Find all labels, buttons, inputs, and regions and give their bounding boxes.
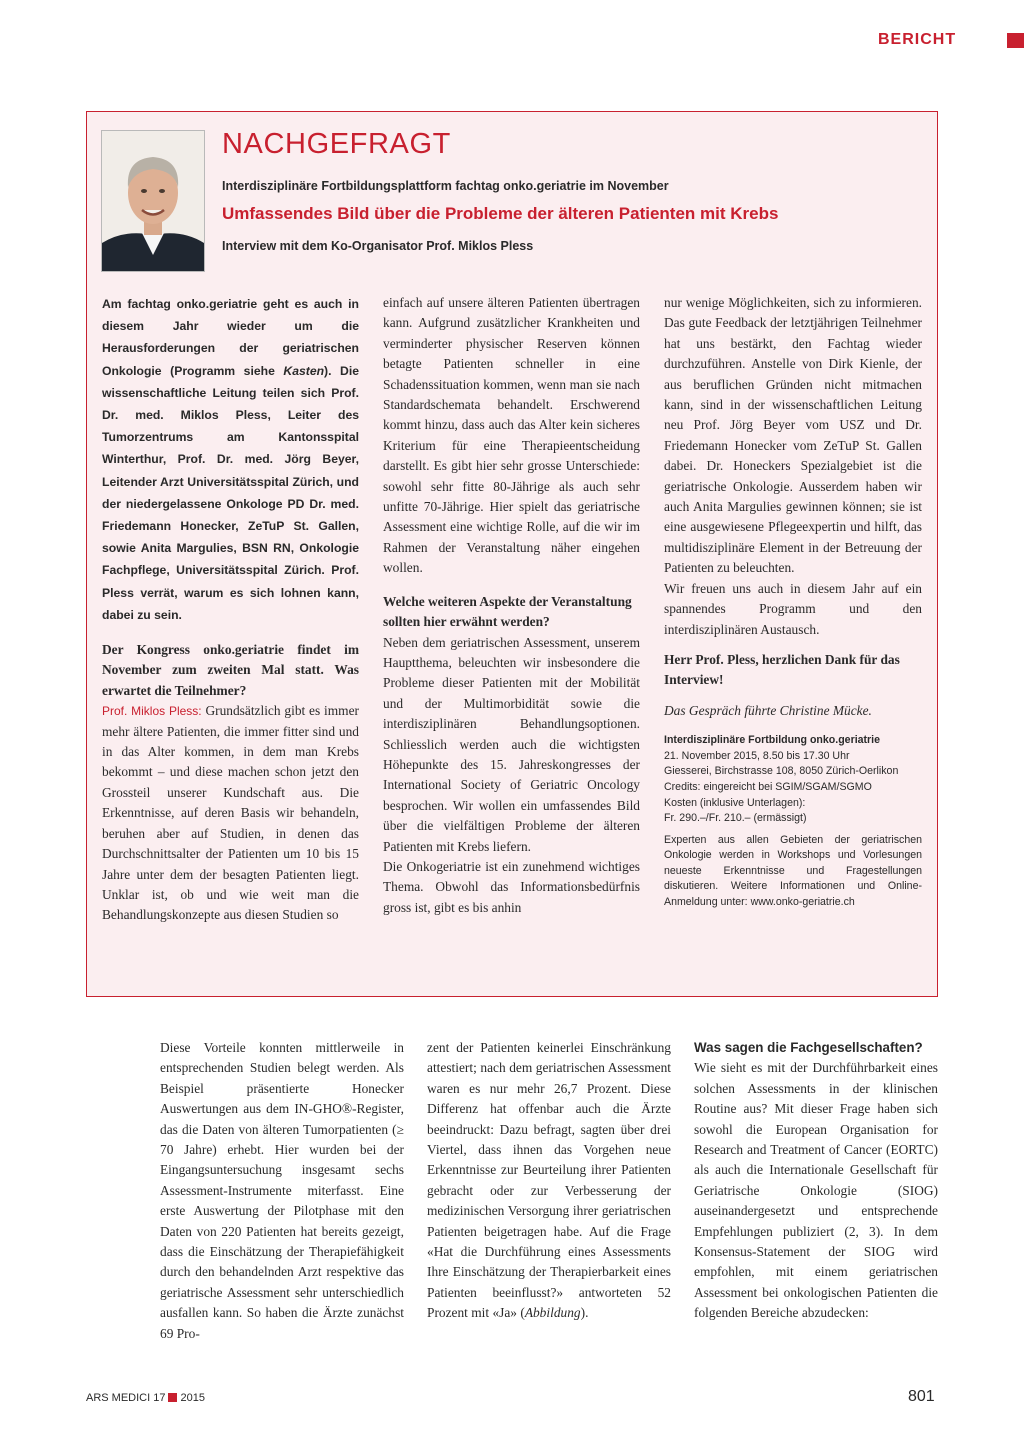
event-venue: Giesserei, Birchstrasse 108, 8050 Zürich-Oerlikon [664, 765, 899, 778]
article-text-1: Diese Vorteile konnten mittlerweile in entsprechenden Studien belegt werden. Als Beispiel präsentierte Honecker Auswertungen aus dem IN-GHO®-Register, das die Daten von älteren Tumorpatienten (≥ 70 Jahre) erhebt. Hier wurden bei der Eingangsuntersuchung insgesamt sechs Assessment-Instrumente miterfasst. Eine erste Auswertung der Pilotphase mit den Daten von 220 Patienten hat bereits gezeigt, dass die Einschätzung der Therapiefähigkeit durch den behandelnden Arzt respektive das geriatrische Assessment sehr unterschiedlich ausfallen kann. So haben die Ärzte zunächst 69 Pro- [160, 1040, 404, 1341]
event-title: Interdisziplinäre Fortbildung onko.geriatrie [664, 734, 881, 747]
event-info [664, 733, 922, 911]
answer-2-b: Die Onkogeriatrie ist ein zunehmend wichtiges Thema. Obwohl das Informationsbedürfnis gross ist, gibt es bis anhin [383, 858, 640, 915]
article-subheading: Was sagen die Fachgesellschaften? [694, 1040, 923, 1055]
answer-2-d: Wir freuen uns auch in diesem Jahr auf ein spannendes Programm und den interdisziplinären Austausch. [664, 580, 922, 637]
byline: Interview mit dem Ko-Organisator Prof. Miklos Pless [222, 239, 534, 253]
article-column-1 [160, 1038, 404, 1344]
section-marker [1007, 33, 1024, 48]
event-description: Experten aus allen Gebieten der geriatrischen Onkologie werden in Workshops und Vorlesungen neueste Erkenntnisse und Fragestellungen diskutieren. Weitere Informationen und Online-Anmeldung unter: www.onko-geriatrie.ch [664, 833, 922, 909]
section-label: BERICHT [878, 31, 957, 48]
portrait-photo [101, 130, 205, 272]
interview-column-1 [102, 293, 359, 926]
article-column-3 [694, 1038, 938, 1324]
portrait-image [102, 131, 204, 271]
interview-credit: Das Gespräch führte Christine Mücke. [664, 702, 872, 718]
event-credits: Credits: eingereicht bei SGIM/SGAM/SGMO [664, 780, 872, 793]
answer-2: Neben dem geriatrischen Assessment, unserem Hauptthema, beleuchten wir insbesondere die Probleme dieser Patienten mit der Mobilität und der Multimorbidität sowie die interdisziplinären Behandlungsoptionen. Schliesslich werden auch die wichtigsten Höhepunkte des 15. Jahreskongresses der International Society of Geriatric Oncology besprochen. Wir wollen ein umfassendes Bild über die vielfältigen Probleme der älteren Patienten mit Krebs liefern. [383, 634, 640, 854]
answer-1-continued: einfach auf unsere älteren Patienten übertragen kann. Aufgrund zusätzlicher Krankheiten und verminderter physischer Reserven können betagte Patienten schneller in eine Schadenssituation kommen, wenn man sie nach Standardschemata behandelt. Erschwerend kommt hinzu, dass auch das Alter kein sicheres Kriterium für eine Therapieentscheidung darstellt. Es gibt hier sehr grosse Unterschiede: sowohl sehr fitte 80-Jährige als auch sehr unfitte 70-Jährige. Hier spielt das geriatrische Assessment eine wichtige Rolle, auf die wir im Rahmen der Veranstaltung näher eingehen wollen. [383, 295, 640, 576]
answer-2-c: nur wenige Möglichkeiten, sich zu informieren. Das gute Feedback der letztjährigen Teilnehmer hat uns bestärkt, den Fachtag wieder durchzuführen. Anstelle von Dirk Kienle, der aus beruflichen Gründen nicht mitmachen kann, sind in der wissenschaftlichen Leitung neu Prof. Jörg Beyer vom USZ und Dr. Friedemann Honecker vom ZeTuP St. Gallen dabei. Dr. Honeckers Spezialgebiet ist die geriatrische Onkologie. Ausserdem haben wir auch Anita Margulies gewinnen können; sie ist eine ausgewiesene Pflegeexpertin und hilft, das multidisziplinäre Element in der Betreuung der Patienten zu beleuchten. [664, 295, 922, 576]
interview-column-2 [383, 293, 640, 918]
interview-column-3 [664, 293, 922, 911]
kicker: Interdisziplinäre Fortbildungsplattform fachtag onko.geriatrie im November [222, 179, 669, 193]
event-costs-label: Kosten (inklusive Unterlagen): [664, 796, 806, 809]
event-date: 21. November 2015, 8.50 bis 17.30 Uhr [664, 749, 850, 762]
event-costs: Fr. 290.–/Fr. 210.– (ermässigt) [664, 812, 807, 825]
headline: Umfassendes Bild über die Probleme der älteren Patienten mit Krebs [222, 204, 779, 223]
intro-paragraph: Am fachtag onko.geriatrie geht es auch in diesem Jahr wieder um die Herausforderungen der geriatrischen Onkologie (Programm siehe Kasten). Die wissenschaftliche Leitung teilen sich Prof. Dr. med. Miklos Pless, Leiter des Tumorzentrums am Kantonsspital Winterthur, Prof. Dr. med. Jörg Beyer, Leitender Arzt Universitätsspital Zürich, und der niedergelassene Onkologe PD Dr. med. Friedemann Honecker, ZeTuP St. Gallen, sowie Anita Margulies, BSN RN, Onkologie Fachpflege, Universitätsspital Zürich. Prof. Pless verrät, warum es sich lohnen kann, dabei zu sein. [102, 297, 359, 622]
footer-separator-square [168, 1393, 177, 1402]
question-1: Der Kongress onko.geriatrie findet im November zum zweiten Mal statt. Was erwartet die Teilnehmer? [102, 642, 359, 698]
answer-1: Prof. Miklos Pless: Grundsätzlich gibt es immer mehr ältere Patienten, die immer fitter sind und in das Alter kommen, in dem man Krebs bekommt – und diese machen schon jetzt den Grossteil unserer Kundschaft aus. Die Erkenntnisse, auf deren Basis wir behandeln, beruhen aber auf Studien, in denen das Durchschnittsalter der Patienten um 10 bis 15 Jahre unter dem der besagten Patienten liegt. Unklar ist, ob und wie weit man die Behandlungskonzepte aus diesen Studien so [102, 703, 359, 923]
box-title: NACHGEFRAGT [222, 128, 451, 160]
answer-label: Prof. Miklos Pless: [102, 704, 202, 719]
article-text-2: zent der Patienten keinerlei Einschränkung attestiert; nach dem geriatrischen Assessment waren es nur mehr 26,7 Prozent. Diese Differenz hat offenbar auch die Ärzte beeindruckt: Dazu befragt, sagten über drei Viertel, dass ihnen das Vorgehen neue Erkenntnisse zur Beurteilung ihrer Patienten gebracht oder zur Verbesserung der medizinischen Versorgung ihrer geriatrischen Patienten beigetragen habe. Auf die Frage «Hat die Durchführung eines Assessments Ihre Einschätzung der Therapierbarkeit eines Patienten beeinflusst?» antworteten 52 Prozent mit «Ja» (Abbildung). [427, 1040, 671, 1321]
footer-journal: ARS MEDICI 17 2015 [86, 1392, 205, 1404]
page-number: 801 [908, 1388, 935, 1405]
thanks: Herr Prof. Pless, herzlichen Dank für das Interview! [664, 651, 900, 688]
article-column-2 [427, 1038, 671, 1324]
article-text-3: Wie sieht es mit der Durchführbarkeit eines solchen Assessments in der klinischen Routine aus? Mit dieser Frage haben sich sowohl die European Organisation for Research and Treatment of Cancer (EORTC) als auch die Internationale Gesellschaft für Geriatrische Onkologie (SIOG) auseinandergesetzt und entsprechende Empfehlungen publiziert (2, 3). In dem Konsensus-Statement der SIOG wird empfohlen, mit einem geriatrischen Assessment bei onkologischen Patienten die folgenden Bereiche abzudecken: [694, 1060, 938, 1321]
question-2: Welche weiteren Aspekte der Veranstaltung sollten hier erwähnt werden? [383, 593, 632, 630]
